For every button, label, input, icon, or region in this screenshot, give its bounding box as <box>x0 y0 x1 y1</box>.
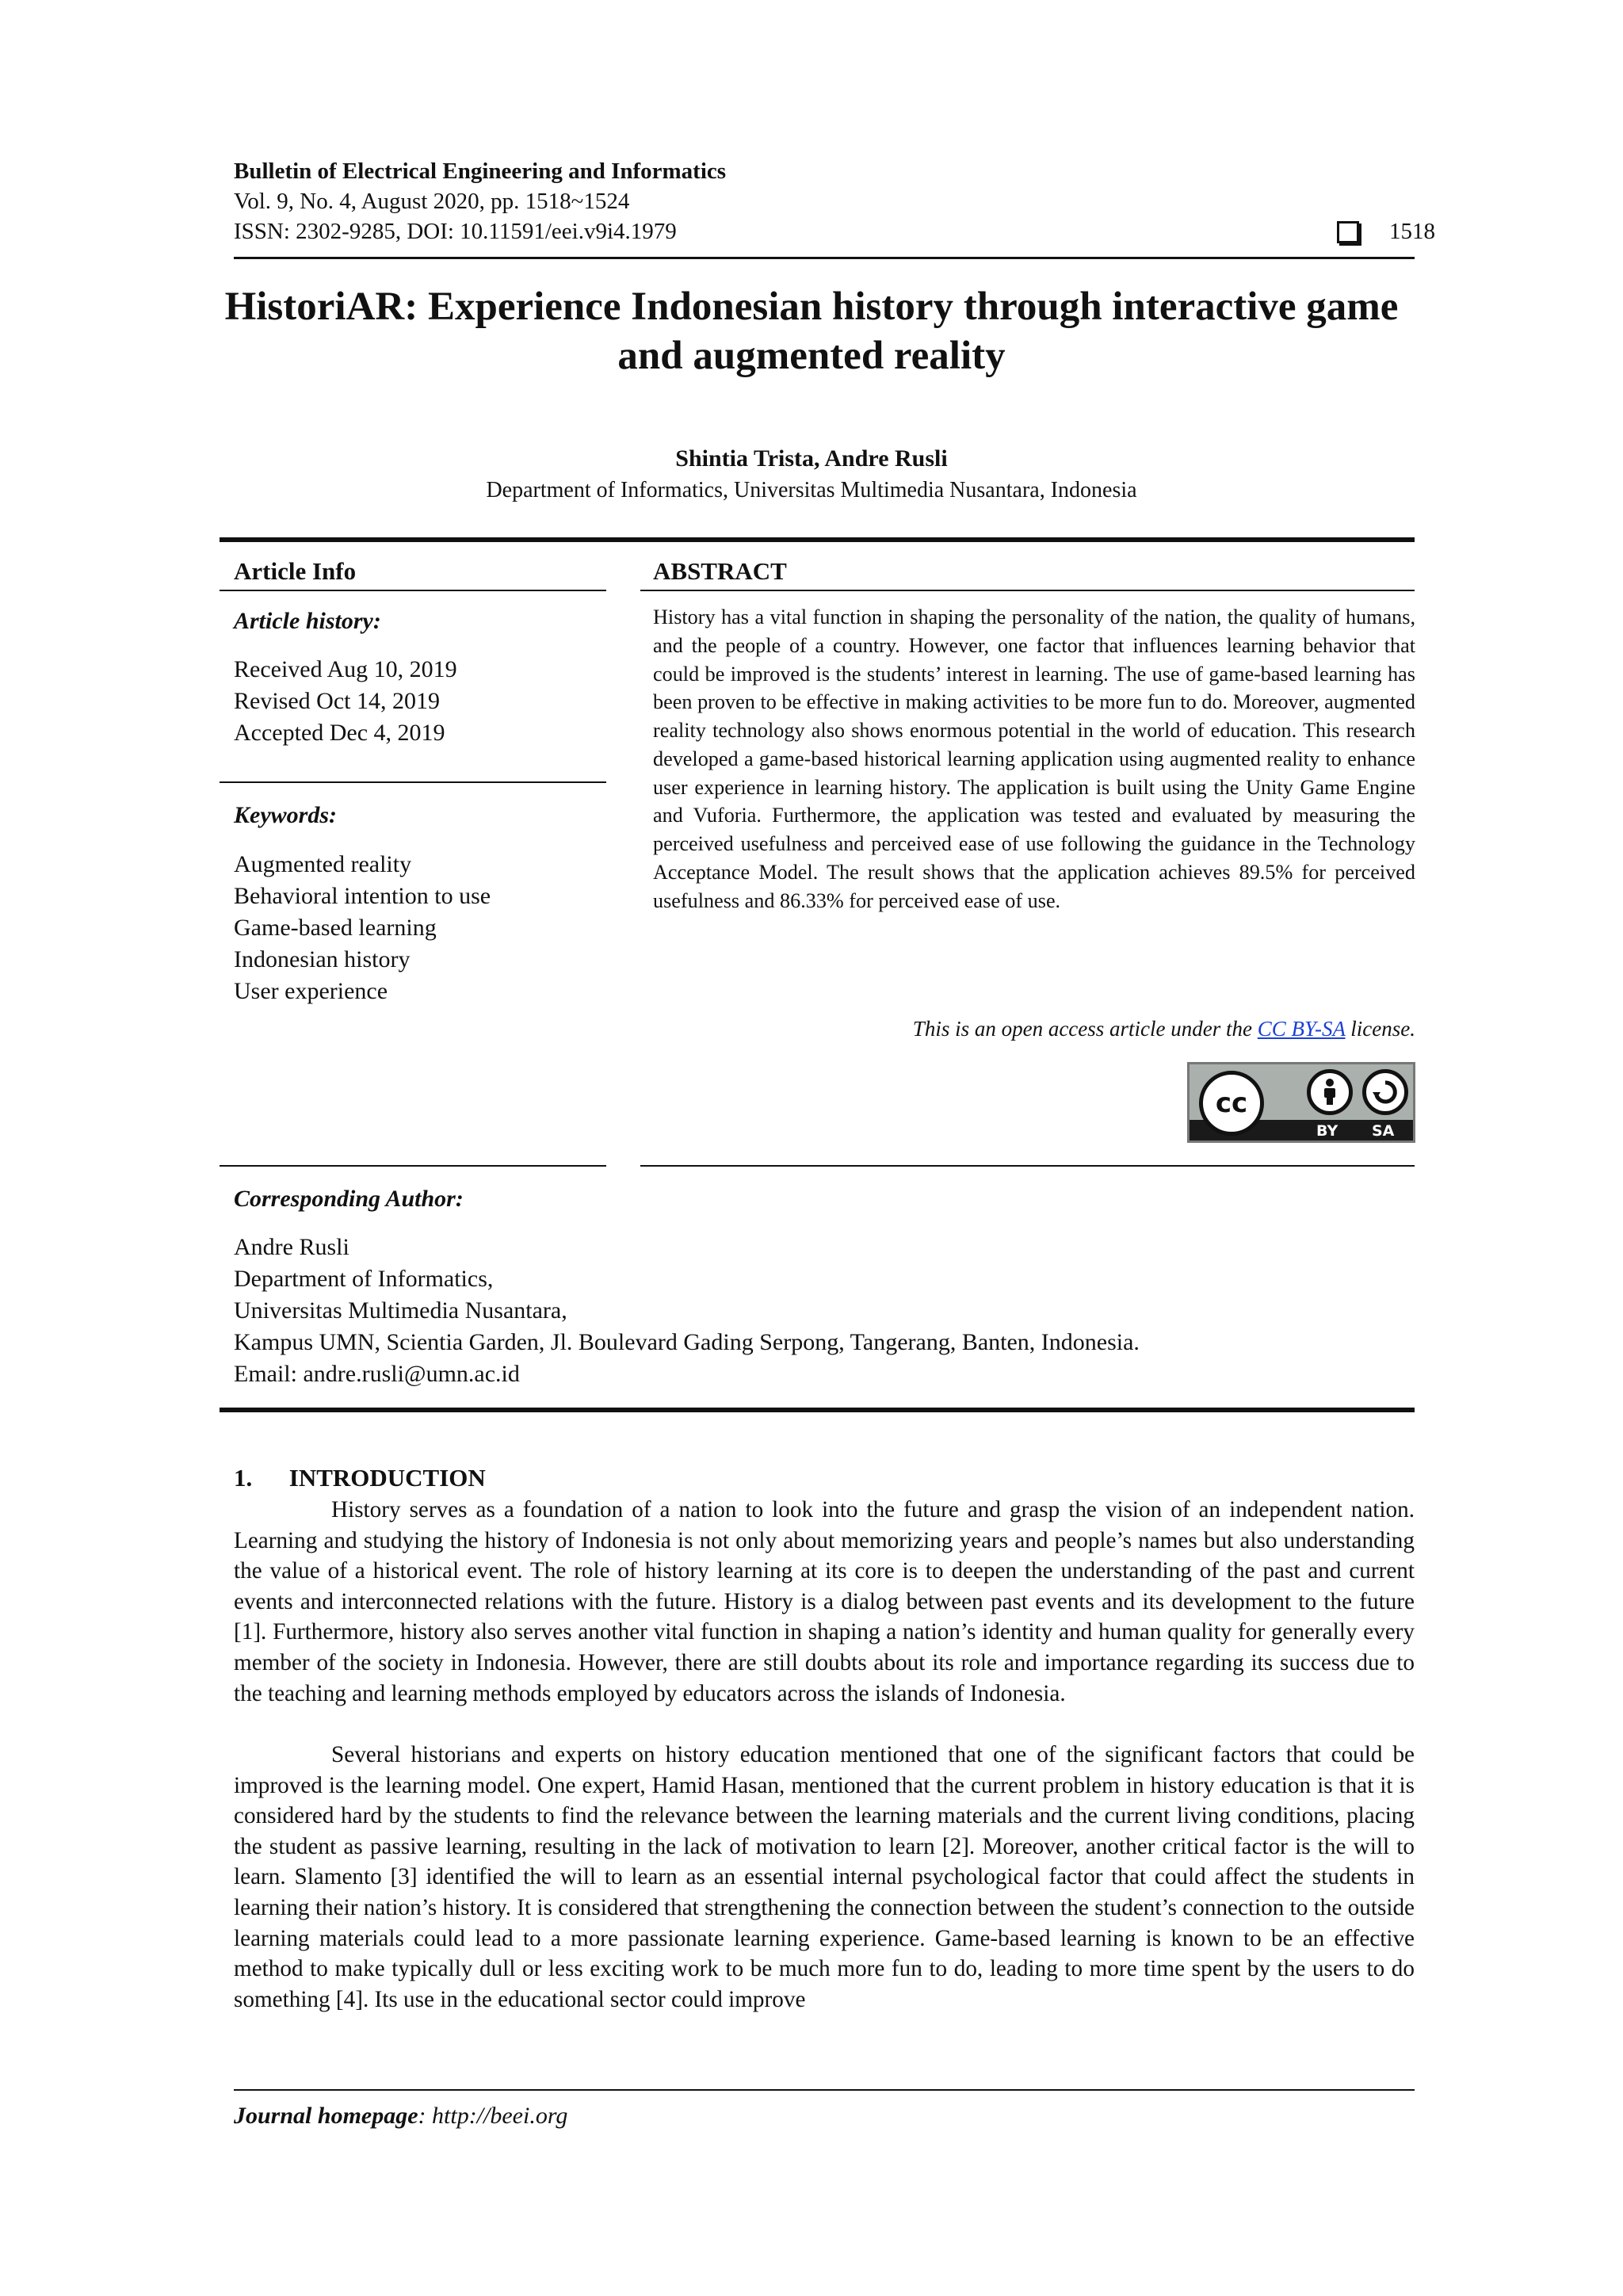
keywords-heading: Keywords: <box>234 802 337 828</box>
journal-homepage <box>234 2103 567 2130</box>
corresponding-author-line: Department of Informatics, <box>234 1266 494 1292</box>
keywords-list <box>234 849 491 1007</box>
share-alike-icon <box>1362 1069 1408 1115</box>
article-history-list <box>234 654 457 749</box>
history-revised: Revised Oct 14, 2019 <box>234 688 440 714</box>
cc-by-sa-badge[interactable] <box>1187 1062 1415 1143</box>
history-divider <box>220 781 606 783</box>
badge-by-label: BY <box>1316 1122 1338 1140</box>
abstract-heading-rule <box>640 590 1415 591</box>
abstract-text: History has a vital function in shaping the personality of the nation, the quality of humans, and the people of a country. However, one factor that influences learning behavior that could be improved is the students’ interest in learning. The use of game-based learning has been proven to be effective in making activities to be more fun to do. Moreover, augmented reality technology also shows enormous potential in the world of education. This research developed a game-based historical learning application using augmented reality to enhance user experience in learning history. The application is built using the Unity Game Engine and Vuforia. Furthermore, the application was tested and evaluated by measuring the perceived usefulness and perceived ease of use following the guidance in the Technology Acceptance Model. The result shows that the application achieves 89.5% for perceived usefulness and 86.33% for perceived ease of use. <box>653 606 1415 912</box>
corresponding-author-email: Email: andre.rusli@umn.ac.id <box>234 1361 520 1387</box>
article-info-heading-rule <box>220 590 606 591</box>
square-bullet-icon <box>1337 221 1359 243</box>
abstract-bottom-rule <box>640 1165 1415 1167</box>
paper-title: HistoriAR: Experience Indonesian history through interactive game and augmented reality <box>224 285 1399 378</box>
article-info-bottom-rule <box>220 1165 606 1167</box>
cc-by-sa-link[interactable]: CC BY-SA <box>1257 1017 1346 1041</box>
author-affiliation: Department of Informatics, Universitas Multimedia Nusantara, Indonesia <box>486 478 1137 502</box>
history-received: Received Aug 10, 2019 <box>234 656 457 682</box>
introduction-paragraph-2: Several historians and experts on history education mentioned that one of the significant factors that could be improved is the learning model. One expert, Hamid Hasan, mentioned that the current problem in history education is that it is considered hard by the students to find the relevance between the learning materials and the current living conditions, placing the student as passive learning, resulting in the lack of motivation to learn [2]. Moreover, another critical factor is the will to learn. Slamento [3] identified the will to learn as an essential internal psychological factor that could affect the students in learning their nation’s history. It is considered that strengthening the connection between the student’s connection to the outside learning materials could lead to a more passionate learning experience. Game-based learning is known to be an effective method to make typically dull or less exciting work to be much more fun to do, leading to more time spent by the users to do something [4]. Its use in the educational sector could improve <box>234 1742 1415 2012</box>
article-info-heading: Article Info <box>234 557 357 585</box>
journal-issn-doi: ISSN: 2302-9285, DOI: 10.11591/eei.v9i4.1979 <box>234 219 677 244</box>
corresponding-author-line: Universitas Multimedia Nusantara, <box>234 1297 567 1324</box>
keyword-item: User experience <box>234 978 388 1004</box>
paper-authors: Shintia Trista, Andre Rusli <box>675 445 948 472</box>
keyword-item: Behavioral intention to use <box>234 883 491 909</box>
corresponding-author-details <box>234 1232 1140 1390</box>
keyword-item: Indonesian history <box>234 946 411 972</box>
abstract-heading: ABSTRACT <box>653 557 787 585</box>
info-top-rule <box>220 537 1415 542</box>
introduction-heading: 1. INTRODUCTION <box>234 1464 486 1492</box>
info-bottom-rule <box>220 1408 1415 1412</box>
journal-homepage-label: Journal homepage <box>234 2103 418 2129</box>
article-history-heading: Article history: <box>234 608 381 634</box>
journal-volume: Vol. 9, No. 4, August 2020, pp. 1518~1524 <box>234 189 630 214</box>
header-rule <box>234 257 1415 259</box>
open-access-statement <box>913 1017 1415 1041</box>
corresponding-author-heading: Corresponding Author: <box>234 1186 464 1212</box>
introduction-paragraph-1: History serves as a foundation of a nation to look into the future and grasp the vision of an independent nation. Learning and studying the history of Indonesia is not only about memorizing years and people’s names but also understanding the value of a historical event. The role of history learning at its core is to deepen the understanding of the past and current events and interconnected relations with the future. History is a dialog between past events and its development to the future [1]. Furthermore, history also serves another vital function in shaping a nation’s identity and human quality for generally every member of the society in Indonesia. However, there are still doubts about its role and importance regarding its success due to the teaching and learning methods employed by educators across the islands of Indonesia. <box>234 1497 1415 1706</box>
badge-sa-label: SA <box>1372 1122 1395 1140</box>
creative-commons-icon: cc <box>1199 1071 1264 1136</box>
person-glyph-icon <box>1318 1078 1342 1106</box>
corresponding-author-line: Andre Rusli <box>234 1234 349 1260</box>
open-access-prefix: This is an open access article under the <box>912 1017 1258 1041</box>
page-number-block <box>1337 217 1435 246</box>
history-accepted: Accepted Dec 4, 2019 <box>234 720 445 746</box>
share-alike-arrow-icon <box>1371 1078 1400 1106</box>
journal-name: Bulletin of Electrical Engineering and Informatics <box>234 159 727 184</box>
footer-rule <box>234 2089 1415 2091</box>
attribution-person-icon <box>1307 1069 1353 1115</box>
corresponding-author-line: Kampus UMN, Scientia Garden, Jl. Boulevard Gading Serpong, Tangerang, Banten, Indonesia. <box>234 1329 1140 1355</box>
keyword-item: Augmented reality <box>234 851 412 877</box>
keyword-item: Game-based learning <box>234 915 437 941</box>
open-access-suffix: license. <box>1345 1017 1415 1041</box>
page-number: 1518 <box>1389 219 1435 244</box>
journal-homepage-url[interactable]: : http://beei.org <box>418 2103 568 2129</box>
